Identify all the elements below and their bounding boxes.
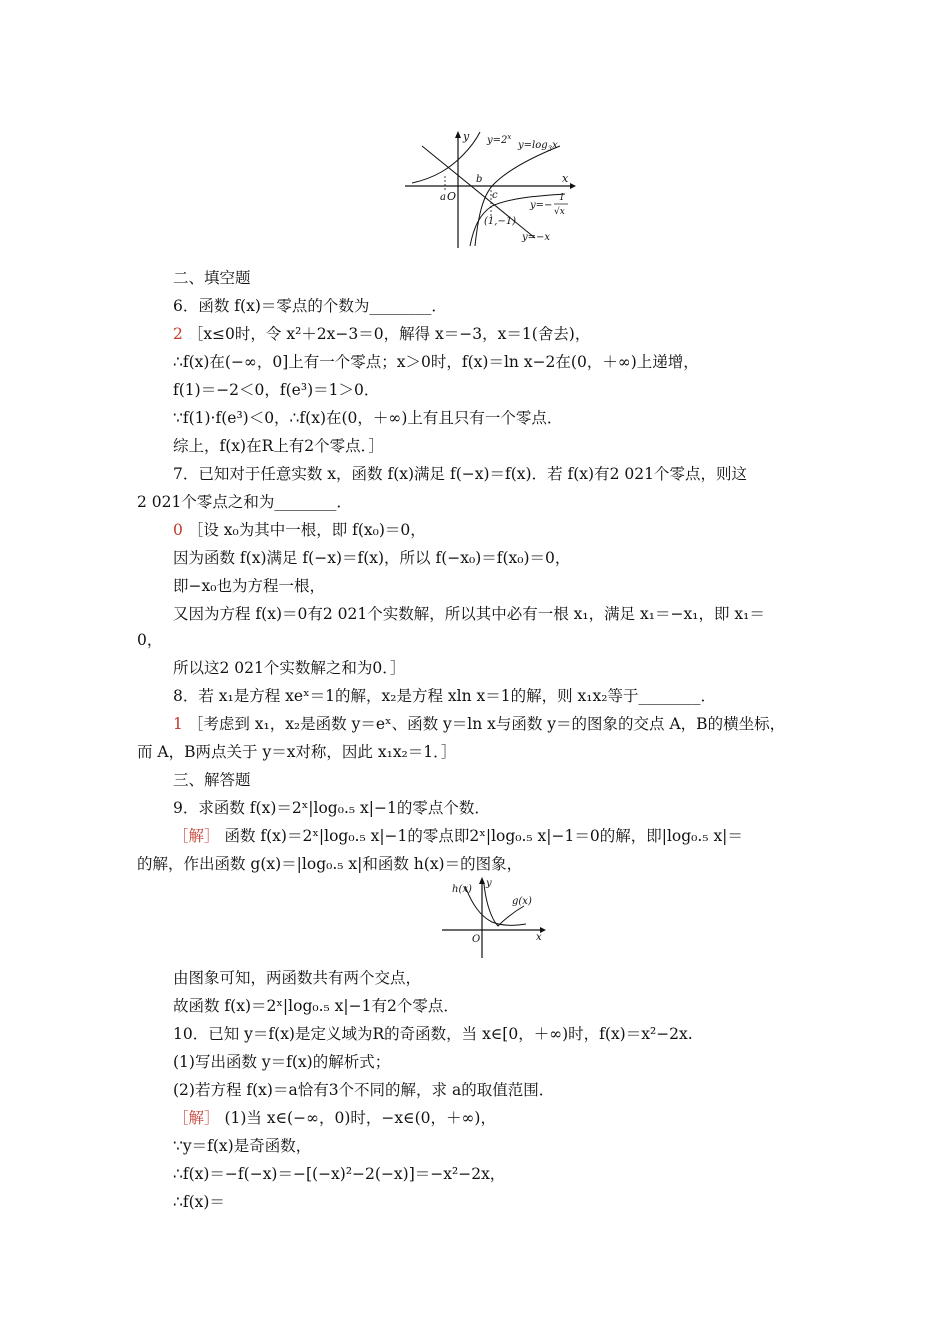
question-6: 6．函数 f(x)＝零点的个数为________．: [173, 297, 447, 315]
answer-6-line-4: ∵f(1)·f(e³)＜0，∴f(x)在(0，＋∞)上有且只有一个零点．: [173, 409, 563, 427]
answer-9-line-2: 的解，作出函数 g(x)＝|log₀.₅ x|和函数 h(x)＝的图象，: [137, 855, 523, 873]
answer-10-line-2: ∵y＝f(x)是奇函数，: [173, 1137, 312, 1155]
section-heading-solve: 三、解答题: [173, 771, 251, 789]
question-7-line-1: 7．已知对于任意实数 x，函数 f(x)满足 f(−x)＝f(x)．若 f(x)有2 021个零点，则这: [173, 465, 747, 483]
question-10: 10．已知 y＝f(x)是定义域为R的奇函数，当 x∈[0，＋∞)时，f(x)＝x²−2x.: [173, 1025, 693, 1043]
answer-9-line-1: ［解］ 函数 f(x)＝2ˣ|log₀.₅ x|−1的零点即2ˣ|log₀.₅ x|−1＝0的解，即|log₀.₅ x|＝: [173, 827, 743, 845]
label-h: h(x): [452, 884, 472, 895]
answer-7-line-3: 即−x₀也为方程一根，: [173, 577, 325, 595]
label-recip-num: 1: [559, 193, 565, 203]
question-10-part-1: (1)写出函数 y＝f(x)的解析式；: [173, 1053, 391, 1071]
answer-10-line-3: ∴f(x)＝−f(−x)＝−[(−x)²−2(−x)]＝−x²−2x，: [173, 1165, 506, 1183]
solution-marker: ［解］: [173, 1109, 220, 1127]
label-line-neg: y=−x: [522, 232, 551, 243]
label-g: g(x): [512, 896, 532, 907]
figure-intersections-graph: [400, 128, 580, 250]
question-7-line-2: 2 021个零点之和为________．: [137, 493, 352, 511]
label-curve-log: $y=\log_3x$: [518, 140, 558, 153]
solution-marker: ［解］: [173, 827, 220, 845]
label-point-a: a: [440, 192, 446, 203]
answer-10-line-1: ［解］ (1)当 x∈(−∞，0)时，−x∈(0，＋∞)，: [173, 1109, 496, 1127]
label-curve-exp: $y=2^x$: [487, 133, 512, 146]
answer-7-line-2: 因为函数 f(x)满足 f(−x)＝f(x)，所以 f(−x₀)＝f(x₀)＝0，: [173, 549, 571, 567]
answer-7-line-4: 又因为方程 f(x)＝0有2 021个实数解，所以其中必有一根 x₁，满足 x₁＝−x₁，即 x₁＝: [173, 605, 765, 623]
answer-7-line-6: 所以这2 021个实数解之和为0．］: [173, 659, 406, 677]
label-origin: O: [447, 190, 457, 203]
label-recip-den: √x: [554, 207, 565, 217]
section-heading-fill: 二、填空题: [173, 269, 251, 287]
label-point-b: b: [476, 174, 483, 185]
answer-6-line-2: ∴f(x)在(−∞，0]上有一个零点；x＞0时，f(x)＝ln x−2在(0，＋∞)上递增，: [173, 353, 699, 371]
answer-9-line-3: 由图象可知，两函数共有两个交点，: [173, 969, 422, 987]
curve-exp: [412, 132, 483, 185]
label-x-axis: x: [562, 172, 569, 185]
label-y-axis: y: [463, 130, 470, 143]
curve-log: [475, 146, 560, 246]
answer-8-line-1: 1 ［考虑到 x₁，x₂是函数 y＝eˣ、函数 y＝ln x与函数 y＝的图象的交点 A，B的横坐标，: [173, 715, 786, 733]
answer-7-line-1: 0 ［设 x₀为其中一根，即 f(x₀)＝0，: [173, 521, 426, 539]
figure-hg-graph: [440, 874, 550, 960]
label-y-axis: y: [486, 878, 492, 889]
answer-8-line-2: 而 A，B两点关于 y＝x对称，因此 x₁x₂＝1．］: [137, 743, 457, 761]
answer-marker: 2: [173, 325, 183, 343]
question-10-part-2: (2)若方程 f(x)＝a恰有3个不同的解，求 a的取值范围．: [173, 1081, 555, 1099]
question-8: 8．若 x₁是方程 xeˣ＝1的解，x₂是方程 xln x＝1的解，则 x₁x₂等于________．: [173, 687, 716, 705]
answer-9-line-4: 故函数 f(x)＝2ˣ|log₀.₅ x|−1有2个零点．: [173, 997, 459, 1015]
answer-7-line-5: 0，: [137, 631, 163, 649]
label-point-11: (1,−1): [484, 216, 517, 227]
label-point-c: c: [492, 190, 498, 201]
answer-6-line-5: 综上，f(x)在R上有2个零点．］: [173, 437, 384, 455]
line-neg-x: [422, 146, 535, 238]
label-origin: O: [472, 934, 481, 945]
answer-6-line-3: f(1)＝−2＜0，f(e³)＝1＞0．: [173, 381, 380, 399]
label-curve-recip: y=−: [530, 200, 553, 211]
label-x-axis: x: [536, 932, 542, 943]
answer-marker: 0: [173, 521, 183, 539]
answer-6-line-1: 2 ［x≤0时，令 x²＋2x−3＝0，解得 x＝−3，x＝1(舍去)，: [173, 325, 591, 343]
answer-10-line-4: ∴f(x)＝: [173, 1193, 225, 1211]
question-9: 9．求函数 f(x)＝2ˣ|log₀.₅ x|−1的零点个数．: [173, 799, 490, 817]
answer-marker: 1: [173, 715, 183, 733]
